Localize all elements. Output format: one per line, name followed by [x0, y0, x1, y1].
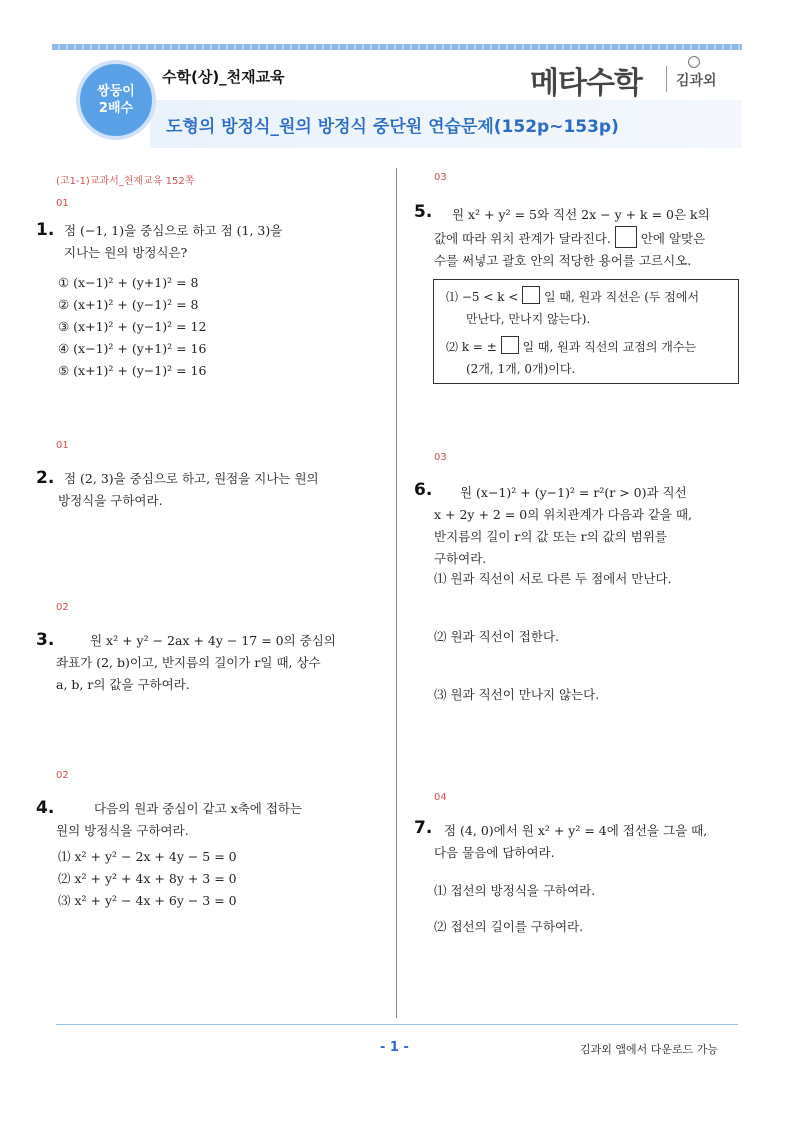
box-line: [446, 286, 736, 308]
text-line: 원 x² + y² − 2ax + 4y − 17 = 0의 중심의: [90, 633, 336, 648]
problem-2-text: [58, 468, 364, 512]
text-line: 점 (2, 3)을 중심으로 하고, 원점을 지나는 원의: [64, 471, 319, 486]
text-part: ⑴ −5 < k <: [446, 290, 519, 304]
problem-6-sub-3: ⑶ 원과 직선이 만나지 않는다.: [434, 687, 600, 702]
top-decor-bar: [52, 44, 742, 50]
problem-1-text: [64, 220, 364, 264]
problem-tag: 02: [56, 770, 69, 781]
text-part: 일 때, 원과 직선은 (두 점에서: [544, 290, 700, 304]
problem-number: 6.: [414, 480, 433, 500]
problem-tag: 01: [56, 440, 69, 451]
text-line: 좌표가 (2, b)이고, 반지름의 길이가 r일 때, 상수: [56, 655, 321, 670]
person-icon: [688, 56, 700, 68]
problem-3-text: [56, 630, 364, 696]
choice: ② (x+1)² + (y−1)² = 8: [58, 297, 199, 312]
box-line: 만난다, 만나지 않는다).: [466, 312, 591, 326]
sub-logo: 김과외: [676, 73, 717, 89]
condition-box: [433, 279, 739, 384]
text-part: ⑵ k = ±: [446, 340, 497, 354]
choice: ④ (x−1)² + (y+1)² = 16: [58, 341, 207, 356]
problem-6-text: [434, 482, 744, 570]
blank-box: [501, 336, 519, 354]
page-title: 도형의 방정식_원의 방정식 중단원 연습문제(152p~153p): [166, 117, 619, 137]
problem-4-choices: [58, 846, 237, 912]
badge-line1: 쌍둥이: [97, 84, 135, 99]
choice: ① (x−1)² + (y+1)² = 8: [58, 275, 199, 290]
text-line: 지나는 원의 방정식은?: [64, 245, 188, 260]
twin-badge: [76, 60, 156, 140]
logo-separator: [666, 66, 667, 92]
text-part: 일 때, 원과 직선의 교점의 개수는: [522, 340, 697, 354]
problem-5-text: [434, 204, 744, 272]
box-item-2: [446, 336, 736, 380]
download-note: 김과외 앱에서 다운로드 가능: [580, 1043, 719, 1056]
badge-line2: 2배수: [98, 101, 134, 116]
problem-number: 1.: [36, 220, 55, 240]
text-line: 구하여라.: [434, 551, 487, 566]
problem-number: 7.: [414, 818, 433, 838]
choice: ⑵ x² + y² + 4x + 8y + 3 = 0: [58, 871, 237, 886]
problem-1-choices: [58, 272, 206, 382]
problem-tag: 03: [434, 452, 447, 463]
text-line: 수를 써넣고 괄호 안의 적당한 용어를 고르시오.: [434, 253, 692, 268]
text-line: 원의 방정식을 구하여라.: [56, 823, 189, 838]
problem-tag: 03: [434, 172, 447, 183]
problem-7-text: [434, 820, 744, 864]
text-part: 안에 알맞은: [640, 231, 706, 246]
blank-box: [615, 226, 637, 248]
problem-number: 4.: [36, 798, 55, 818]
course-label: 수학(상)_천재교육: [162, 68, 285, 86]
problem-tag: 01: [56, 198, 69, 209]
box-line: [446, 336, 736, 358]
problem-7-sub-2: ⑵ 접선의 길이를 구하여라.: [434, 919, 584, 934]
text-line: 방정식을 구하여라.: [58, 493, 163, 508]
choice: ⑴ x² + y² − 2x + 4y − 5 = 0: [58, 849, 237, 864]
problem-6-sub-1: ⑴ 원과 직선이 서로 다른 두 점에서 만난다.: [434, 571, 672, 586]
text-line: [434, 226, 744, 250]
problem-number: 5.: [414, 202, 433, 222]
box-item-1: [446, 286, 736, 330]
footer-line: [56, 1024, 738, 1025]
problem-tag: 04: [434, 792, 447, 803]
text-line: 원 x² + y² = 5와 직선 2x − y + k = 0은 k의: [452, 207, 710, 222]
text-line: 다음의 원과 중심이 같고 x축에 접하는: [94, 801, 303, 816]
source-note: (고1-1)교과서_천재교육 152쪽: [56, 176, 195, 187]
text-line: 반지름의 길이 r의 값 또는 r의 값의 범위를: [434, 529, 667, 544]
text-line: a, b, r의 값을 구하여라.: [56, 677, 190, 692]
problem-number: 2.: [36, 468, 55, 488]
blank-box: [522, 286, 540, 304]
column-divider: [396, 168, 397, 1018]
text-line: x + 2y + 2 = 0의 위치관계가 다음과 같을 때,: [434, 507, 692, 522]
problem-number: 3.: [36, 630, 55, 650]
page-number: - 1 -: [380, 1040, 409, 1055]
problem-tag: 02: [56, 602, 69, 613]
box-line: (2개, 1개, 0개)이다.: [466, 362, 576, 376]
problem-6-sub-2: ⑵ 원과 직선이 접한다.: [434, 629, 559, 644]
problem-4-text: [56, 798, 364, 842]
text-line: 점 (4, 0)에서 원 x² + y² = 4에 접선을 그을 때,: [444, 823, 708, 838]
text-line: 다음 물음에 답하여라.: [434, 845, 555, 860]
text-line: 점 (−1, 1)을 중심으로 하고 점 (1, 3)을: [64, 223, 283, 238]
choice: ⑤ (x+1)² + (y−1)² = 16: [58, 363, 207, 378]
brand-logo: 메타수학: [530, 66, 642, 101]
choice: ⑶ x² + y² − 4x + 6y − 3 = 0: [58, 893, 237, 908]
problem-7-sub-1: ⑴ 접선의 방정식을 구하여라.: [434, 883, 596, 898]
text-line: 원 (x−1)² + (y−1)² = r²(r > 0)과 직선: [460, 485, 687, 500]
text-part: 값에 따라 위치 관계가 달라진다.: [434, 231, 611, 246]
choice: ③ (x+1)² + (y−1)² = 12: [58, 319, 207, 334]
